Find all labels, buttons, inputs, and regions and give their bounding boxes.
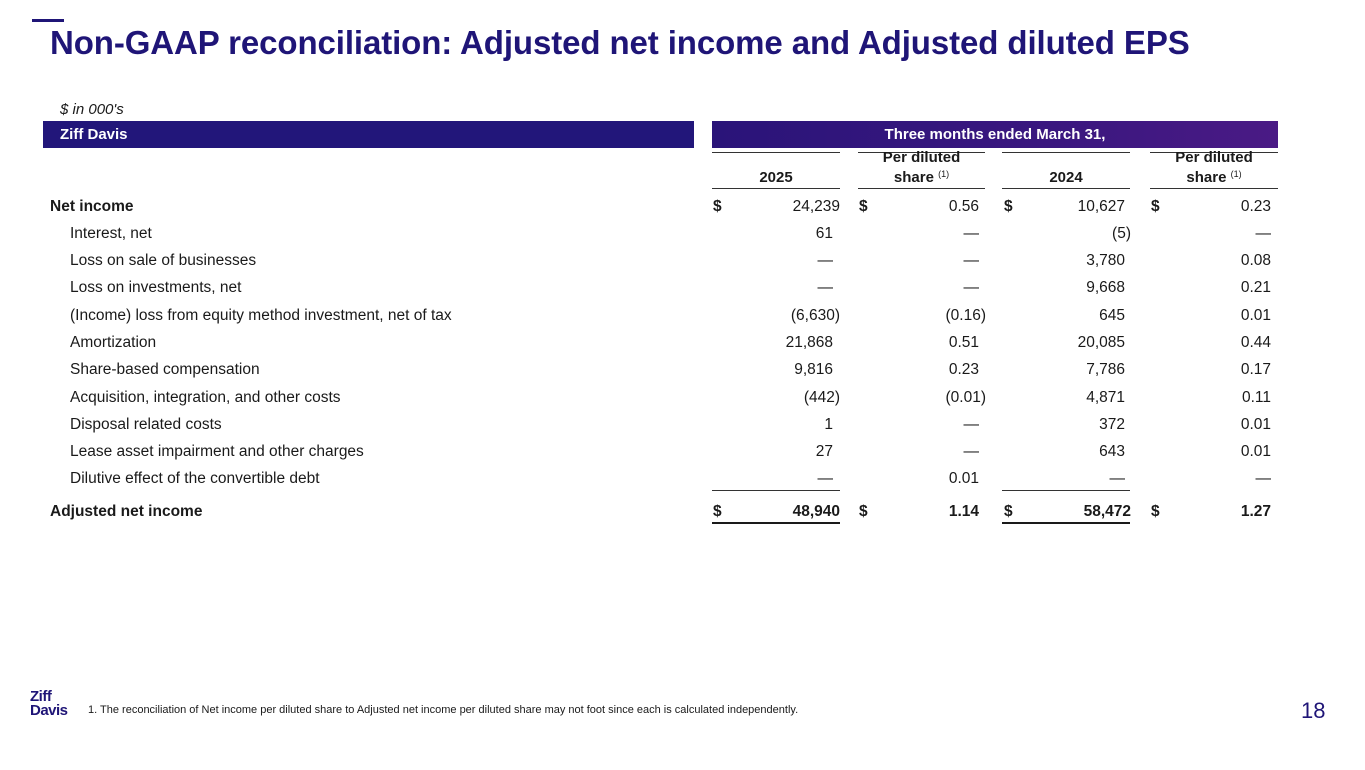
per-share-2025: — xyxy=(963,443,979,460)
footnote-ref: (1) xyxy=(1230,169,1242,179)
table-row-total xyxy=(0,498,1365,525)
per-share-2025: 0.56 xyxy=(948,198,979,215)
per-share-2024: — xyxy=(1255,225,1271,242)
table-row xyxy=(0,247,1365,274)
value-2024: (5) xyxy=(1112,225,1131,242)
per-share-label-line2: share xyxy=(893,169,934,186)
value-2025: 48,940 xyxy=(792,503,840,520)
per-share-2024: 0.44 xyxy=(1240,334,1271,351)
dollar-sign: $ xyxy=(859,198,868,215)
value-2024: 3,780 xyxy=(1086,252,1125,269)
per-share-2024: 0.11 xyxy=(1241,389,1271,406)
per-share-label-line2: share xyxy=(1186,169,1227,186)
logo-text-top: Ziff xyxy=(30,688,52,705)
row-label: Adjusted net income xyxy=(50,503,203,520)
table-row xyxy=(0,302,1365,329)
value-2024: 645 xyxy=(1099,307,1125,324)
per-share-label-line1: Per diluted xyxy=(1175,149,1253,166)
subtotal-rule xyxy=(1002,490,1130,491)
value-2024: 9,668 xyxy=(1086,279,1125,296)
page-title: Non-GAAP reconciliation: Adjusted net income and Adjusted diluted EPS xyxy=(50,24,1190,61)
table-row xyxy=(0,220,1365,247)
value-2024: 4,871 xyxy=(1086,389,1125,406)
row-label: Lease asset impairment and other charges xyxy=(70,443,364,460)
value-2024: 58,472 xyxy=(1083,503,1131,520)
value-2025: 24,239 xyxy=(792,198,840,215)
row-label: Loss on sale of businesses xyxy=(70,252,257,269)
value-2024: 10,627 xyxy=(1077,198,1125,215)
dollar-sign: $ xyxy=(1151,198,1160,215)
per-share-2025: — xyxy=(963,416,979,433)
units-note: $ in 000's xyxy=(60,101,124,118)
page-number: 18 xyxy=(1301,698,1326,723)
row-label: Loss on investments, net xyxy=(70,279,242,296)
total-rule xyxy=(1002,522,1130,524)
period-header: Three months ended March 31, xyxy=(712,121,1278,148)
table-row xyxy=(0,411,1365,438)
footnote-ref: (1) xyxy=(938,169,950,179)
per-share-2024: 0.01 xyxy=(1240,416,1271,433)
value-2025: — xyxy=(817,279,833,296)
table-row xyxy=(0,329,1365,356)
per-share-2025: 1.14 xyxy=(948,503,979,520)
per-share-2024: 0.01 xyxy=(1240,443,1271,460)
value-2025: 9,816 xyxy=(794,361,833,378)
value-2025: — xyxy=(817,252,833,269)
value-2024: 7,786 xyxy=(1086,361,1125,378)
column-header-per-share-2024 xyxy=(1150,149,1278,189)
per-share-2024: 0.01 xyxy=(1240,307,1271,324)
row-label: Disposal related costs xyxy=(70,416,222,433)
value-2024: 643 xyxy=(1099,443,1125,460)
dollar-sign: $ xyxy=(1004,198,1013,215)
dollar-sign: $ xyxy=(1004,503,1013,520)
column-header-2024 xyxy=(1002,152,1130,189)
column-header-2025 xyxy=(712,152,840,189)
column-label-2025: 2025 xyxy=(759,169,793,186)
table-row xyxy=(0,465,1365,492)
column-header-per-share-2025 xyxy=(858,149,985,189)
company-header: Ziff Davis xyxy=(43,121,694,148)
dollar-sign: $ xyxy=(713,503,722,520)
per-share-2024: 0.23 xyxy=(1240,198,1271,215)
value-2025: 27 xyxy=(815,443,833,460)
value-2024: 372 xyxy=(1099,416,1125,433)
value-2025: 21,868 xyxy=(785,334,833,351)
value-2024: — xyxy=(1109,470,1125,487)
subtotal-rule xyxy=(712,490,840,491)
column-label-2024: 2024 xyxy=(1049,169,1083,186)
dollar-sign: $ xyxy=(1151,503,1160,520)
footnote: 1. The reconciliation of Net income per diluted share to Adjusted net income per diluted share may not foot since each is calculated independently. xyxy=(88,704,799,716)
value-2025: 61 xyxy=(815,225,833,242)
per-share-2024: 0.21 xyxy=(1240,279,1271,296)
per-share-2024: 0.17 xyxy=(1240,361,1271,378)
row-label: Dilutive effect of the convertible debt xyxy=(70,470,320,487)
row-label: Interest, net xyxy=(70,225,152,242)
row-label: Amortization xyxy=(70,334,157,351)
per-share-2025: — xyxy=(963,252,979,269)
table-row xyxy=(0,356,1365,383)
per-share-2024: 1.27 xyxy=(1240,503,1271,520)
logo-text-bottom: Davis xyxy=(30,702,68,719)
total-rule xyxy=(712,522,840,524)
value-2025: (442) xyxy=(803,389,840,406)
value-2025: 1 xyxy=(824,416,833,433)
row-label: Share-based compensation xyxy=(70,361,260,378)
title-accent-bar xyxy=(32,19,64,22)
table-row xyxy=(0,274,1365,301)
per-share-2025: (0.16) xyxy=(945,307,986,324)
value-2025: — xyxy=(817,470,833,487)
row-label: (Income) loss from equity method investment, net of tax xyxy=(70,307,452,324)
per-share-2024: — xyxy=(1255,470,1271,487)
dollar-sign: $ xyxy=(859,503,868,520)
value-2025: (6,630) xyxy=(790,307,840,324)
per-share-2025: 0.23 xyxy=(948,361,979,378)
per-share-2025: — xyxy=(963,279,979,296)
table-row xyxy=(0,438,1365,465)
per-share-2025: 0.51 xyxy=(948,334,979,351)
per-share-label-line1: Per diluted xyxy=(882,149,961,166)
per-share-2025: (0.01) xyxy=(945,389,986,406)
ziff-davis-logo xyxy=(30,690,76,720)
value-2024: 20,085 xyxy=(1077,334,1125,351)
table-row xyxy=(0,384,1365,411)
per-share-2025: 0.01 xyxy=(948,470,979,487)
dollar-sign: $ xyxy=(713,198,722,215)
per-share-2025: — xyxy=(963,225,979,242)
table-row xyxy=(0,193,1365,220)
per-share-2024: 0.08 xyxy=(1240,252,1271,269)
row-label: Acquisition, integration, and other costs xyxy=(70,389,341,406)
row-label: Net income xyxy=(50,198,134,215)
